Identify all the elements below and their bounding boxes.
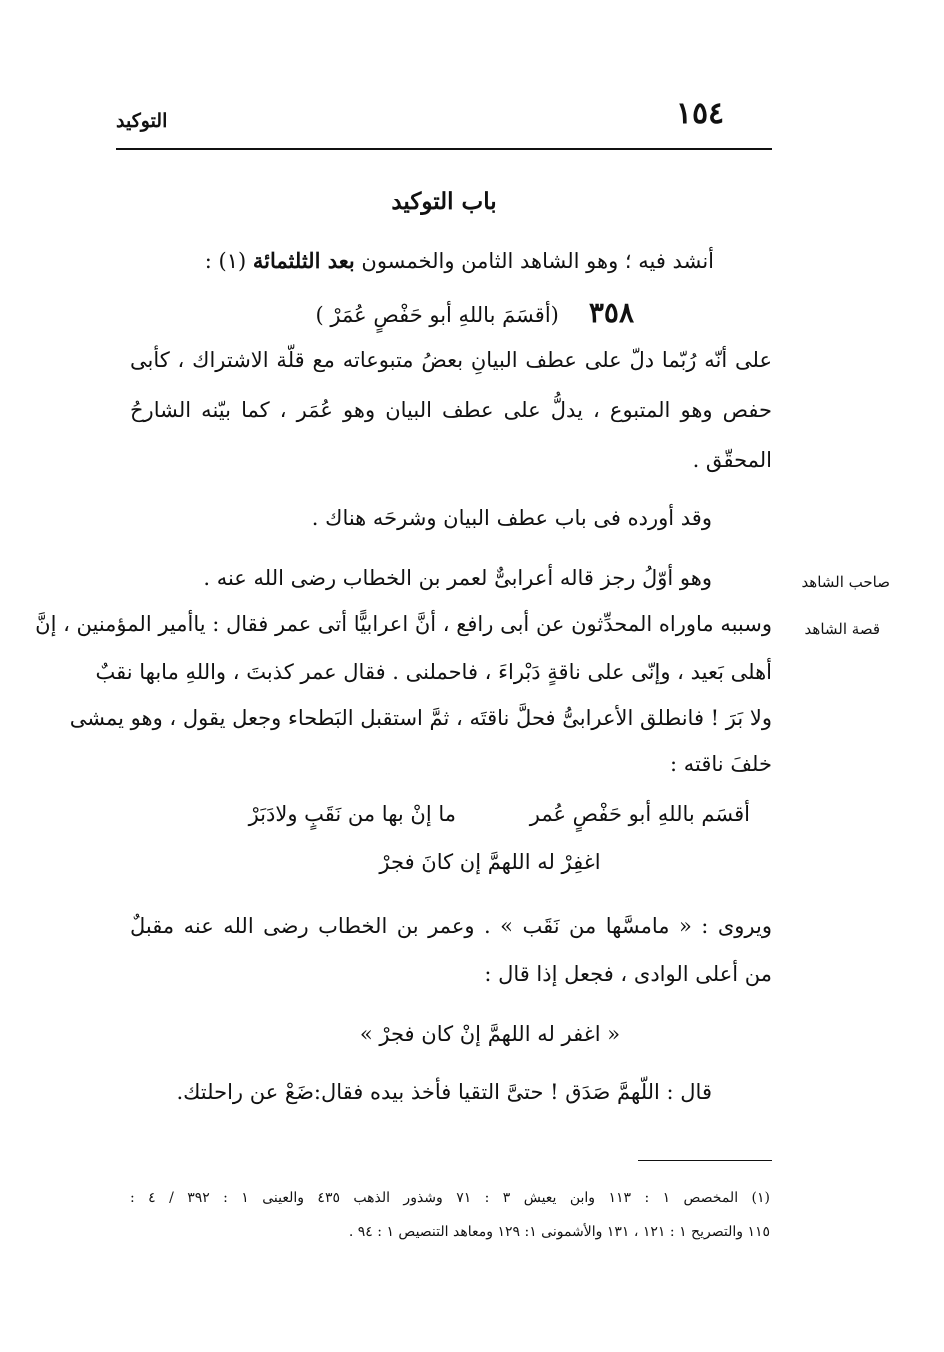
intro-bold-text: بعد الثلثمائة xyxy=(252,248,355,273)
paragraph4-line-1: وسببه ماوراه المحدِّثون عن أبى رافع ، أنَّ اعرابيًّا أتى عمر فقال : ياأمير المؤمنين ، إنَّ xyxy=(35,612,772,636)
header-rule xyxy=(116,148,772,150)
poem-hemistich-right: أقسَم باللهِ أبو حَفْصٍ عُمر xyxy=(529,802,750,826)
margin-note-story: قصة الشاهد xyxy=(804,620,880,638)
footnote-mark: (١) : xyxy=(204,249,253,273)
witness-verse: (أقسَمَ باللهِ أبو حَفْصٍ عُمَرْ ) xyxy=(315,303,559,327)
running-header-title: التوكيد xyxy=(116,110,168,132)
poem-hemistich-left: ما إنْ بها من نَقَبٍ ولادَبَرْ xyxy=(248,802,456,826)
intro-text: أنشد فيه ؛ وهو الشاهد الثامن والخمسون xyxy=(354,249,714,273)
paragraph4-line-4: خلفَ ناقته : xyxy=(670,752,772,776)
paragraph4-line-2: أهلى بَعيد ، وإنّى على ناقةٍ دَبْراءَ ، فاحملنى . فقال عمر كذبتَ ، واللهِ مابها نقبٌ xyxy=(95,660,772,684)
footnote-rule xyxy=(638,1160,772,1161)
intro-line xyxy=(180,248,714,273)
paragraph1-line-2: حفص وهو المتبوع ، يدلُّ على عطف البيان وهو عُمَر ، كما بيّنه الشارحُ xyxy=(130,398,772,422)
chapter-title: باب التوكيد xyxy=(391,188,497,215)
margin-note-author: صاحب الشاهد xyxy=(801,573,890,591)
paragraph5-line-2: من أعلى الوادى ، فجعل إذا قال : xyxy=(484,962,772,986)
footnote-line-2: ١١٥ والتصريح ١ : ١٢١ ، ١٣١ والأشمونى ١: ١٢٩ ومعاهد التنصيص ١ : ٩٤ . xyxy=(348,1224,770,1240)
paragraph5-line-1: ويروى : « مامسَّها من نَقَب » . وعمر بن الخطاب رضى الله عنه مقبلٌ xyxy=(130,914,772,938)
paragraph1-line-3: المحقّق . xyxy=(692,448,772,472)
paragraph2: وقد أورده فى باب عطف البيان وشرحَه هناك . xyxy=(311,506,712,530)
witness-line xyxy=(270,296,634,329)
paragraph4-line-3: ولا بَرَ ! فانطلق الأعرابىُّ فحلَّ ناقتَه ، ثمَّ استقبل البَطحاء وجعل يقول ، وهو يمشى xyxy=(69,706,772,730)
paragraph1-line-1: على أنّه رُبّما دلّ على عطف البيانِ بعضُ متبوعاته مع قلّة الاشتراك ، كأبى xyxy=(130,348,772,372)
footnote-line-1: (١) المخصص ١ : ١١٣ وابن يعيش ٣ : ٧١ وشذور الذهب ٤٣٥ والعينى ١ : ٣٩٢ / ٤ : xyxy=(130,1190,770,1206)
page-number: ١٥٤ xyxy=(675,96,725,131)
quote-line: « اغفر له اللهمَّ إنْ كان فجرْ » xyxy=(359,1022,621,1046)
poem-line-2: اغفِرْ له اللهمَّ إن كانَ فجرْ xyxy=(379,850,601,874)
paragraph6: قال : اللّهمَّ صَدَق ! حتىَّ التقيا فأخذ بيده فقال:ضَعْ عن راحلتك. xyxy=(176,1080,712,1104)
witness-number: ٣٥٨ xyxy=(588,296,634,329)
paragraph3: وهو أوّلُ رجز قاله أعرابىٌّ لعمر بن الخطاب رضى الله عنه . xyxy=(203,566,712,590)
